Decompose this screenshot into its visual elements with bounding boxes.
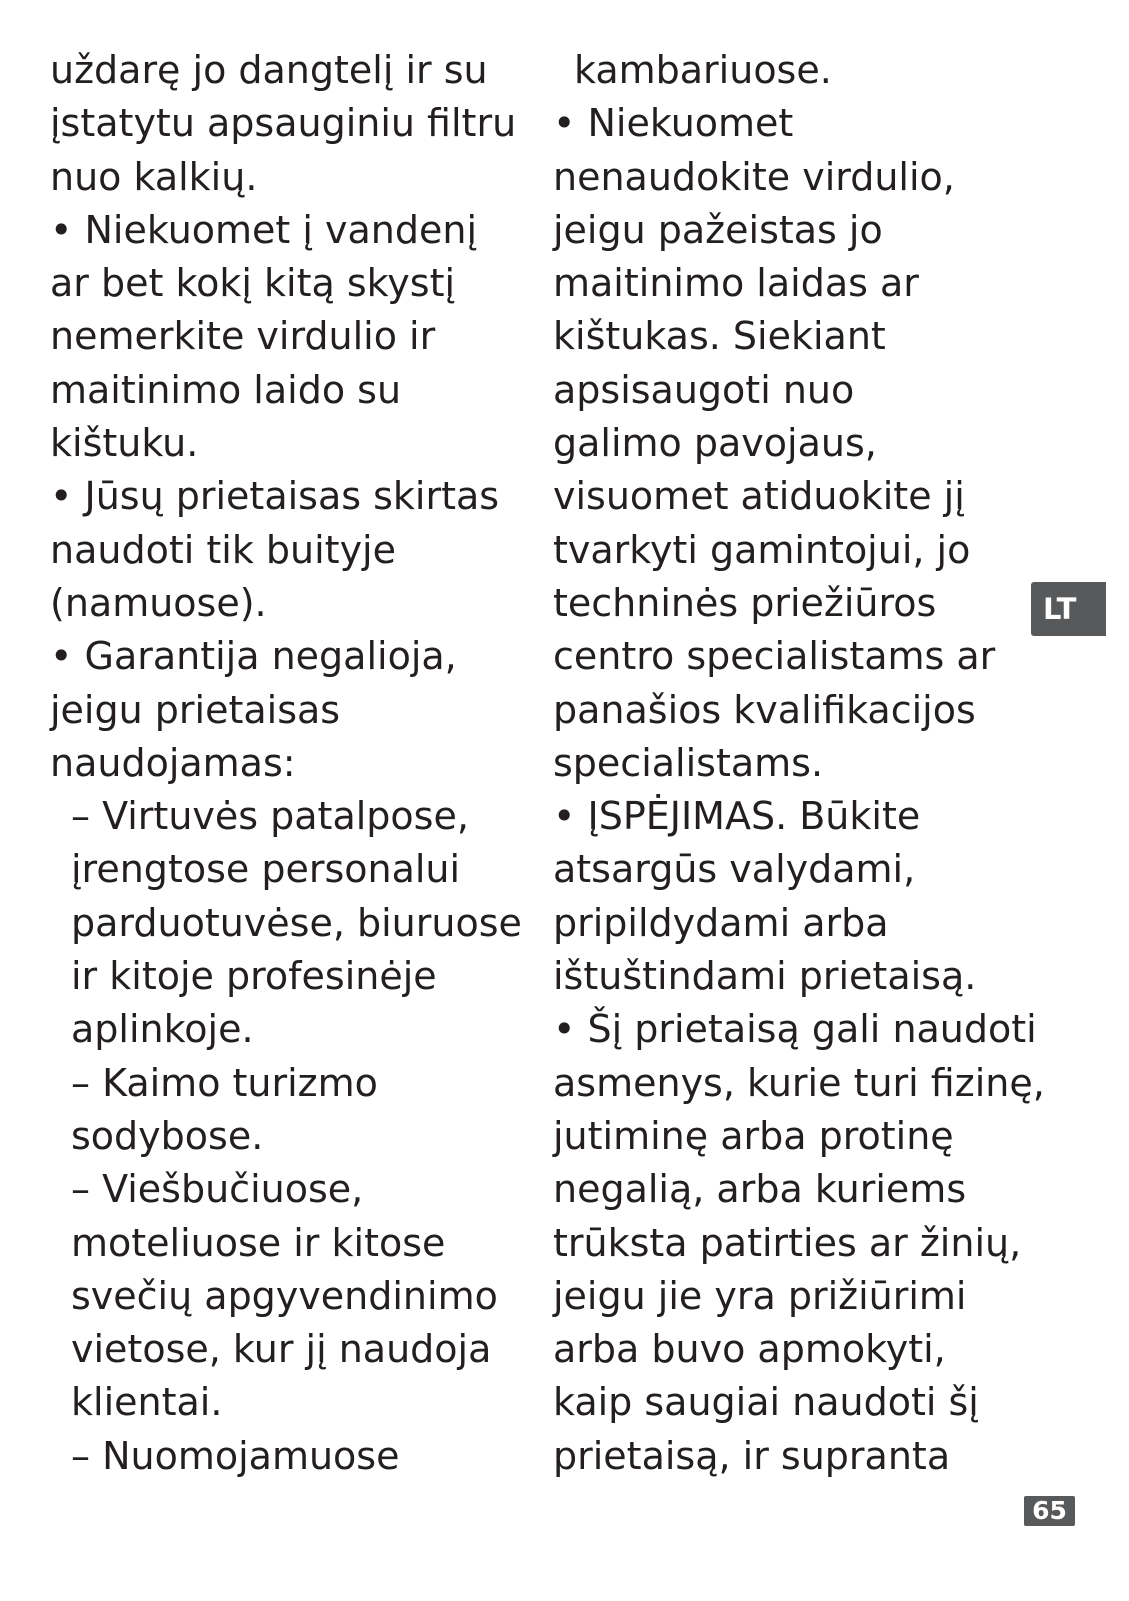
bullet-line: • Šį prietaisą gali naudoti xyxy=(553,1007,1037,1052)
text-line: kištukas. Siekiant xyxy=(553,314,886,359)
text-line: – Kaimo turizmo xyxy=(71,1060,378,1105)
text-line: techninės priežiūros xyxy=(553,580,937,625)
text-line: jutiminę arba protinę xyxy=(553,1113,954,1158)
text-line: uždarę jo dangtelį ir su xyxy=(50,48,488,92)
text-line: kaip saugiai naudoti šį xyxy=(553,1380,979,1425)
text-line: aplinkoje. xyxy=(71,1007,254,1052)
text-line: ir kitoje profesinėje xyxy=(71,954,437,999)
left-text-column xyxy=(50,44,520,1483)
page-number: 65 xyxy=(1024,1496,1075,1526)
text-line: atsargūs valydami, xyxy=(553,847,916,892)
text-line: jeigu jie yra prižiūrimi xyxy=(553,1273,967,1318)
text-line: nuo kalkių. xyxy=(50,154,258,199)
text-line: įrengtose personalui xyxy=(71,847,461,892)
text-line: jeigu prietaisas xyxy=(50,687,341,732)
text-line: ištuštindami prietaisą. xyxy=(553,954,977,999)
text-line: svečių apgyvendinimo xyxy=(71,1273,498,1318)
bullet-line: • Garantija negalioja, xyxy=(50,634,457,679)
text-line: negalią, arba kuriems xyxy=(553,1167,967,1212)
text-line: kištuku. xyxy=(50,421,199,466)
text-line: prietaisą, ir supranta xyxy=(553,1433,951,1478)
text-line: naudojamas: xyxy=(50,740,296,785)
right-text-column xyxy=(553,44,1045,1483)
bullet-line: • ĮSPĖJIMAS. Būkite xyxy=(553,794,921,839)
text-line: nemerkite virdulio ir xyxy=(50,314,436,359)
text-line: vietose, kur jį naudoja xyxy=(71,1327,492,1372)
text-line: galimo pavojaus, xyxy=(553,421,877,466)
text-line: naudoti tik buityje xyxy=(50,527,396,572)
text-line: jeigu pažeistas jo xyxy=(553,207,883,252)
text-line: panašios kvalifikacijos xyxy=(553,687,976,732)
text-line: centro specialistams ar xyxy=(553,634,996,679)
text-line: visuomet atiduokite jį xyxy=(553,474,965,519)
bullet-line: • Niekuomet xyxy=(553,101,794,146)
text-line: – Viešbučiuose, xyxy=(71,1167,364,1212)
text-line: (namuose). xyxy=(50,580,267,625)
text-line: specialistams. xyxy=(553,740,824,785)
bullet-line: • Niekuomet į vandenį xyxy=(50,207,478,252)
text-line: klientai. xyxy=(71,1380,223,1425)
bullet-line: • Jūsų prietaisas skirtas xyxy=(50,474,500,519)
text-line: nenaudokite virdulio, xyxy=(553,154,955,199)
text-line: kambariuose. xyxy=(574,48,832,92)
text-line: asmenys, kurie turi fizinę, xyxy=(553,1060,1045,1105)
text-line: įstatytu apsauginiu filtru xyxy=(50,101,517,146)
text-line: arba buvo apmokyti, xyxy=(553,1327,946,1372)
text-line: sodybose. xyxy=(71,1113,264,1158)
text-line: tvarkyti gamintojui, jo xyxy=(553,527,971,572)
text-line: – Nuomojamuose xyxy=(71,1433,400,1478)
text-line: maitinimo laidas ar xyxy=(553,261,919,306)
text-line: apsisaugoti nuo xyxy=(553,367,855,412)
text-line: trūksta patirties ar žinių, xyxy=(553,1220,1022,1265)
text-line: moteliuose ir kitose xyxy=(71,1220,446,1265)
language-tab: LT xyxy=(1031,582,1106,636)
text-line: pripildydami arba xyxy=(553,900,889,945)
text-line: parduotuvėse, biuruose xyxy=(71,900,522,945)
text-line: ar bet kokį kitą skystį xyxy=(50,261,456,306)
text-line: maitinimo laido su xyxy=(50,367,402,412)
text-line: – Virtuvės patalpose, xyxy=(71,794,469,839)
